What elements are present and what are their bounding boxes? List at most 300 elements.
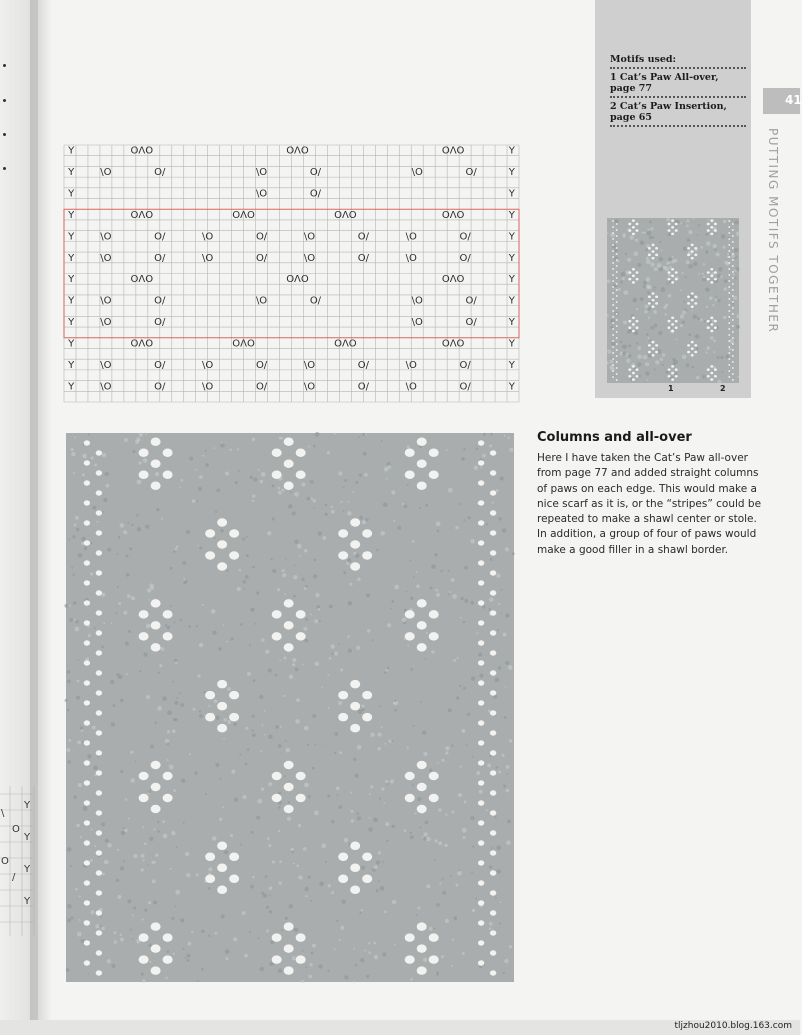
yarn-texture xyxy=(503,972,505,974)
lace-eyelet xyxy=(728,268,730,270)
lace-eyelet xyxy=(139,933,149,942)
yarn-texture xyxy=(310,613,312,615)
yarn-texture xyxy=(506,840,511,845)
yarn-texture xyxy=(733,296,737,300)
lace-eyelet xyxy=(84,440,90,445)
lace-eyelet xyxy=(478,780,484,785)
lace-eyelet xyxy=(632,317,635,320)
lace-eyelet xyxy=(612,304,614,306)
yarn-texture xyxy=(75,516,79,520)
yarn-texture xyxy=(261,638,264,641)
yarn-texture xyxy=(194,771,197,774)
yarn-texture xyxy=(392,900,396,904)
yarn-texture xyxy=(233,937,237,941)
yarn-texture xyxy=(157,706,162,711)
yarn-texture xyxy=(65,699,68,702)
yarn-texture xyxy=(110,680,114,684)
lace-eyelet xyxy=(668,229,671,232)
yarn-texture xyxy=(215,763,219,767)
lace-eyelet xyxy=(732,373,734,375)
yarn-texture xyxy=(387,623,391,627)
lace-eyelet xyxy=(616,277,618,279)
lace-eyelet xyxy=(217,842,227,851)
yarn-texture xyxy=(429,769,432,772)
yarn-texture xyxy=(667,233,670,236)
yarn-texture xyxy=(79,895,81,897)
lace-eyelet xyxy=(84,460,90,465)
yarn-texture xyxy=(693,314,698,319)
yarn-texture xyxy=(208,935,210,937)
motifs-used-box xyxy=(610,54,746,130)
yarn-texture xyxy=(160,647,164,651)
yarn-texture xyxy=(386,839,388,841)
yarn-texture xyxy=(448,708,452,712)
lace-eyelet xyxy=(296,470,306,479)
yarn-texture xyxy=(489,927,492,930)
lace-eyelet xyxy=(707,326,710,329)
yarn-texture xyxy=(448,570,450,572)
yarn-texture xyxy=(318,964,322,968)
lace-eyelet xyxy=(490,910,496,915)
yarn-texture xyxy=(646,231,651,236)
yarn-texture xyxy=(436,593,440,597)
lace-eyelet xyxy=(84,520,90,525)
yarn-texture xyxy=(664,313,666,315)
yarn-texture xyxy=(640,241,644,245)
yarn-texture xyxy=(101,927,105,931)
yarn-texture xyxy=(74,437,76,439)
yarn-texture xyxy=(463,836,466,839)
yarn-texture xyxy=(658,331,662,335)
yarn-texture xyxy=(221,914,225,918)
lace-eyelet xyxy=(478,520,484,525)
lace-eyelet xyxy=(671,330,674,333)
lace-eyelet xyxy=(612,340,614,342)
yarn-texture xyxy=(409,560,411,562)
yarn-texture xyxy=(192,499,196,503)
yarn-texture xyxy=(174,548,177,551)
yarn-texture xyxy=(328,707,330,709)
lace-eyelet xyxy=(96,930,102,935)
yarn-texture xyxy=(67,918,71,922)
yarn-texture xyxy=(394,709,397,712)
yarn-texture xyxy=(681,272,683,274)
lace-eyelet xyxy=(151,643,161,652)
yarn-texture xyxy=(215,511,217,513)
yarn-texture xyxy=(671,259,675,263)
yarn-texture xyxy=(131,524,133,526)
yarn-texture xyxy=(67,670,70,673)
yarn-texture xyxy=(357,745,362,750)
lace-eyelet xyxy=(84,700,90,705)
lace-eyelet xyxy=(405,772,415,781)
yarn-texture xyxy=(444,844,447,847)
yarn-texture xyxy=(166,950,169,953)
chart-right-decrease: O/ xyxy=(465,317,477,329)
yarn-texture xyxy=(292,658,296,662)
yarn-texture xyxy=(88,433,90,435)
lace-eyelet xyxy=(628,271,631,274)
yarn-texture xyxy=(75,888,78,891)
yarn-texture xyxy=(654,267,658,271)
yarn-texture xyxy=(322,536,326,540)
yarn-texture xyxy=(717,356,720,359)
yarn-texture xyxy=(252,500,254,502)
yarn-texture xyxy=(645,362,649,366)
yarn-texture xyxy=(328,884,331,887)
yarn-texture xyxy=(229,449,232,452)
lace-eyelet xyxy=(272,610,282,619)
yarn-texture xyxy=(141,973,144,976)
yarn-texture xyxy=(81,537,85,541)
yarn-texture xyxy=(367,629,370,632)
yarn-texture xyxy=(354,774,358,778)
lace-eyelet xyxy=(84,480,90,485)
lace-eyelet xyxy=(417,805,427,814)
section-title: PUTTING MOTIFS TOGETHER xyxy=(766,128,780,334)
yarn-texture xyxy=(461,729,465,733)
yarn-texture xyxy=(150,586,154,590)
lace-eyelet xyxy=(84,820,90,825)
yarn-texture xyxy=(492,502,494,504)
yarn-texture xyxy=(198,487,202,491)
yarn-texture xyxy=(153,901,157,905)
yarn-texture xyxy=(259,695,263,699)
lace-eyelet xyxy=(84,500,90,505)
chart-edge-symbol: Y xyxy=(508,274,515,286)
yarn-texture xyxy=(713,339,716,342)
lace-eyelet xyxy=(710,317,713,320)
lace-eyelet xyxy=(205,713,215,722)
lace-eyelet xyxy=(671,317,674,320)
yarn-texture xyxy=(243,588,245,590)
yarn-texture xyxy=(422,730,426,734)
lace-eyelet xyxy=(205,875,215,884)
yarn-texture xyxy=(104,472,108,476)
yarn-texture xyxy=(713,351,715,353)
yarn-texture xyxy=(225,949,230,954)
yarn-texture xyxy=(268,844,271,847)
yarn-texture xyxy=(391,600,394,603)
lace-eyelet xyxy=(284,805,294,814)
yarn-texture xyxy=(509,739,512,742)
yarn-texture xyxy=(73,601,77,605)
yarn-texture xyxy=(683,247,687,251)
chart-right-decrease: O/ xyxy=(357,231,369,243)
yarn-texture xyxy=(91,542,93,544)
yarn-texture xyxy=(422,836,424,838)
yarn-texture xyxy=(697,234,699,236)
lace-eyelet xyxy=(728,262,730,264)
yarn-texture xyxy=(646,333,649,336)
yarn-texture xyxy=(202,455,204,457)
yarn-texture xyxy=(256,816,260,820)
lace-eyelet xyxy=(732,259,734,261)
yarn-texture xyxy=(462,952,465,955)
lace-eyelet xyxy=(728,376,730,378)
yarn-texture xyxy=(133,907,136,910)
yarn-texture xyxy=(292,663,295,666)
yarn-texture xyxy=(189,753,191,755)
yarn-texture xyxy=(287,817,291,821)
lace-eyelet xyxy=(616,367,618,369)
yarn-texture xyxy=(230,834,233,837)
yarn-texture xyxy=(357,577,361,581)
yarn-texture xyxy=(161,518,163,520)
lace-eyelet xyxy=(350,562,360,571)
lace-eyelet xyxy=(490,770,496,775)
lace-eyelet xyxy=(417,761,427,770)
yarn-texture xyxy=(182,948,184,950)
yarn-texture xyxy=(646,284,650,288)
yarn-texture xyxy=(416,584,420,588)
yarn-texture xyxy=(419,826,421,828)
yarn-texture xyxy=(102,873,105,876)
yarn-texture xyxy=(305,618,308,621)
yarn-texture xyxy=(706,241,711,246)
svg-text:O: O xyxy=(12,824,20,835)
lace-eyelet xyxy=(675,229,678,232)
lace-eyelet xyxy=(96,810,102,815)
yarn-texture xyxy=(425,504,428,507)
yarn-texture xyxy=(162,820,165,823)
yarn-texture xyxy=(185,852,189,856)
yarn-texture xyxy=(91,829,93,831)
yarn-texture xyxy=(297,544,302,549)
lace-eyelet xyxy=(732,361,734,363)
yarn-texture xyxy=(410,835,414,839)
yarn-texture xyxy=(354,981,356,983)
yarn-texture xyxy=(293,863,295,865)
lace-eyelet xyxy=(668,326,671,329)
lace-eyelet xyxy=(691,244,694,247)
yarn-texture xyxy=(144,908,147,911)
yarn-texture xyxy=(705,351,707,353)
lace-eyelet xyxy=(96,450,102,455)
chart-left-decrease: \O xyxy=(405,231,417,243)
yarn-texture xyxy=(338,643,340,645)
lace-eyelet xyxy=(612,274,614,276)
yarn-texture xyxy=(435,973,437,975)
yarn-texture xyxy=(105,839,109,843)
yarn-texture xyxy=(442,877,444,879)
yarn-texture xyxy=(305,895,307,897)
yarn-texture xyxy=(618,288,621,291)
yarn-texture xyxy=(355,964,358,967)
yarn-texture xyxy=(114,940,117,943)
lace-eyelet xyxy=(490,730,496,735)
lace-eyelet xyxy=(728,340,730,342)
yarn-texture xyxy=(154,721,157,724)
lace-eyelet xyxy=(139,610,149,619)
yarn-texture xyxy=(95,924,99,928)
yarn-texture xyxy=(314,811,319,816)
yarn-texture xyxy=(278,487,281,490)
yarn-texture xyxy=(734,220,739,225)
yarn-texture xyxy=(483,433,486,436)
yarn-texture xyxy=(144,842,147,845)
lace-eyelet xyxy=(628,278,631,281)
yarn-texture xyxy=(340,668,343,671)
yarn-texture xyxy=(706,346,710,350)
yarn-texture xyxy=(413,725,415,727)
chart-right-decrease: O/ xyxy=(459,381,471,393)
yarn-texture xyxy=(93,766,97,770)
lace-eyelet xyxy=(628,375,631,378)
yarn-texture xyxy=(66,968,70,972)
lace-eyelet xyxy=(648,296,651,299)
chart-right-decrease: O/ xyxy=(357,359,369,371)
yarn-texture xyxy=(269,886,273,890)
yarn-texture xyxy=(91,456,94,459)
yarn-texture xyxy=(231,769,235,773)
lace-eyelet xyxy=(338,875,348,884)
yarn-texture xyxy=(696,376,699,379)
yarn-texture xyxy=(211,609,216,614)
yarn-texture xyxy=(305,585,308,588)
yarn-texture xyxy=(457,657,459,659)
lace-eyelet xyxy=(732,295,734,297)
lace-eyelet xyxy=(490,970,496,975)
yarn-texture xyxy=(668,273,671,276)
lace-eyelet xyxy=(139,772,149,781)
lace-eyelet xyxy=(648,344,651,347)
yarn-texture xyxy=(622,277,625,280)
lace-eyelet xyxy=(710,275,713,278)
yarn-texture xyxy=(502,528,506,532)
yarn-texture xyxy=(445,813,447,815)
yarn-texture xyxy=(368,951,371,954)
lace-eyelet xyxy=(429,632,439,641)
lace-eyelet xyxy=(636,368,639,371)
lace-eyelet xyxy=(296,933,306,942)
yarn-texture xyxy=(686,225,688,227)
yarn-texture xyxy=(726,354,730,358)
lace-eyelet xyxy=(728,232,730,234)
lace-eyelet xyxy=(84,900,90,905)
yarn-texture xyxy=(650,262,654,266)
lace-eyelet xyxy=(707,229,710,232)
svg-text:\: \ xyxy=(1,808,5,819)
yarn-texture xyxy=(431,650,434,653)
lace-eyelet xyxy=(84,640,90,645)
yarn-texture xyxy=(180,918,184,922)
yarn-texture xyxy=(170,868,172,870)
yarn-texture xyxy=(268,735,272,739)
lace-eyelet xyxy=(632,323,635,326)
yarn-texture xyxy=(149,961,151,963)
yarn-texture xyxy=(170,567,173,570)
yarn-texture xyxy=(463,448,465,450)
lace-eyelet xyxy=(694,351,697,354)
lace-eyelet xyxy=(694,247,697,250)
yarn-texture xyxy=(393,520,395,522)
lace-eyelet xyxy=(96,470,102,475)
yarn-texture xyxy=(123,611,127,615)
yarn-texture xyxy=(344,838,348,842)
yarn-texture xyxy=(455,526,459,530)
yarn-texture xyxy=(242,538,245,541)
motif-item: 2 Cat’s Paw Insertion, page 65 xyxy=(610,101,727,123)
yarn-texture xyxy=(208,867,212,871)
yarn-texture xyxy=(628,344,631,347)
yarn-texture xyxy=(219,818,222,821)
lace-eyelet xyxy=(728,334,730,336)
dotted-divider xyxy=(610,67,746,69)
yarn-texture xyxy=(252,733,256,737)
yarn-texture xyxy=(69,605,71,607)
yarn-texture xyxy=(668,294,672,298)
yarn-texture xyxy=(344,479,347,482)
yarn-texture xyxy=(390,779,394,783)
yarn-texture xyxy=(180,619,183,622)
yarn-texture xyxy=(463,687,466,690)
yarn-texture xyxy=(143,859,145,861)
lace-eyelet xyxy=(229,529,239,538)
chart-cats-paw-center: OΛO xyxy=(441,274,465,286)
yarn-texture xyxy=(472,756,474,758)
lace-eyelet xyxy=(668,320,671,323)
chart-right-decrease: O/ xyxy=(459,252,471,264)
lace-eyelet xyxy=(417,966,427,975)
lace-eyelet xyxy=(616,301,618,303)
yarn-texture xyxy=(82,454,87,459)
yarn-texture xyxy=(433,928,435,930)
lace-eyelet xyxy=(616,331,618,333)
yarn-texture xyxy=(695,334,700,339)
yarn-texture xyxy=(627,258,631,262)
yarn-texture xyxy=(77,680,80,683)
yarn-texture xyxy=(230,637,233,640)
lace-eyelet xyxy=(229,551,239,560)
lace-eyelet xyxy=(296,772,306,781)
yarn-texture xyxy=(707,219,709,221)
yarn-texture xyxy=(123,860,125,862)
yarn-texture xyxy=(72,535,75,538)
yarn-texture xyxy=(720,275,723,278)
lace-eyelet xyxy=(296,955,306,964)
lace-eyelet xyxy=(694,344,697,347)
lace-eyelet xyxy=(612,244,614,246)
yarn-texture xyxy=(235,481,238,484)
lace-eyelet xyxy=(671,281,674,284)
lace-eyelet xyxy=(490,870,496,875)
yarn-texture xyxy=(410,668,413,671)
yarn-texture xyxy=(266,906,269,909)
lace-eyelet xyxy=(668,278,671,281)
lace-eyelet xyxy=(478,680,484,685)
yarn-texture xyxy=(165,739,169,743)
yarn-texture xyxy=(359,516,363,520)
yarn-texture xyxy=(610,360,614,364)
yarn-texture xyxy=(181,778,185,782)
svg-text:Y: Y xyxy=(24,864,31,875)
yarn-texture xyxy=(489,865,493,869)
yarn-texture xyxy=(71,452,75,456)
yarn-texture xyxy=(378,880,380,882)
yarn-texture xyxy=(321,686,323,688)
yarn-texture xyxy=(180,703,184,707)
yarn-texture xyxy=(173,789,176,792)
lace-eyelet xyxy=(612,250,614,252)
yarn-texture xyxy=(216,489,220,493)
yarn-texture xyxy=(490,558,493,561)
lace-eyelet xyxy=(655,296,658,299)
yarn-texture xyxy=(308,445,310,447)
yarn-texture xyxy=(126,673,128,675)
lace-eyelet xyxy=(616,235,618,237)
yarn-texture xyxy=(244,762,247,765)
